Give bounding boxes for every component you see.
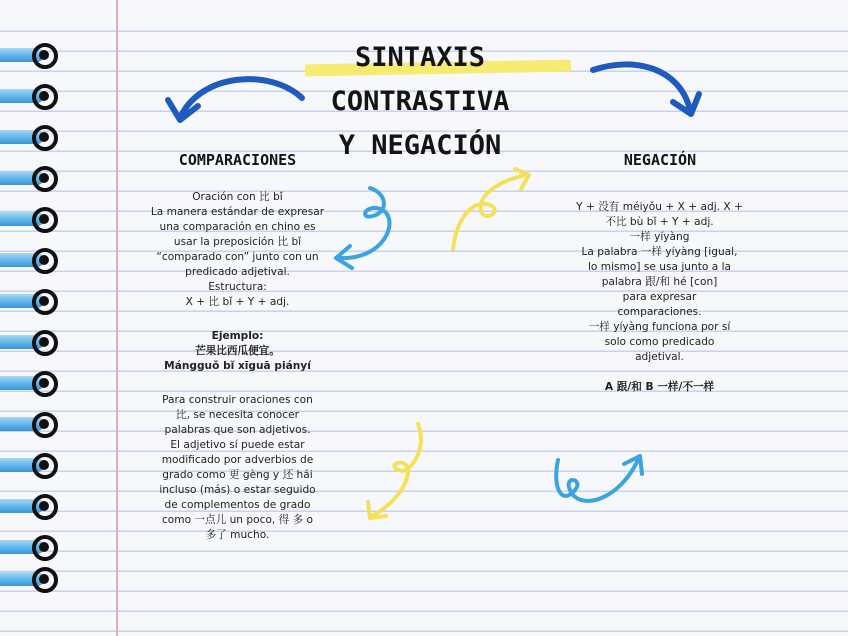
text-line: 多了 mucho. xyxy=(205,529,270,541)
spiral-ring xyxy=(0,371,58,397)
text-line: 一样 yíyàng xyxy=(629,231,690,243)
comparaciones-example xyxy=(140,329,335,374)
negacion-heading: NEGACIÓN xyxy=(623,151,697,169)
negacion-body xyxy=(572,200,747,365)
text-line: X + 比 bǐ + Y + adj. xyxy=(185,296,290,308)
title-line-3: Y NEGACIÓN xyxy=(338,130,502,161)
example-pinyin: Mángguǒ bǐ xīguā piányí xyxy=(164,360,311,372)
text-line: La manera estándar de expresar xyxy=(150,206,325,218)
title-line-1: SINTAXIS xyxy=(354,42,486,73)
spiral-ring xyxy=(0,494,58,520)
text-line: Estructura: xyxy=(208,281,267,293)
title-line-2: CONTRASTIVA xyxy=(330,86,510,117)
text-line: 不比 bù bǐ + Y + adj. xyxy=(605,216,714,228)
spiral-ring xyxy=(0,84,58,110)
spiral-ring xyxy=(0,535,58,561)
text-line: Para construir oraciones con xyxy=(162,394,313,406)
text-line: La palabra 一样 yíyàng [igual, xyxy=(581,246,738,258)
text-line: como 一点儿 un poco, 得 多 o xyxy=(161,514,314,526)
spiral-ring xyxy=(0,248,58,274)
text-line: Y + 没有 méiyǒu + X + adj. X + xyxy=(576,201,743,213)
text-line: una comparación en chino es xyxy=(159,221,316,233)
text-line: palabra 跟/和 hé [con] xyxy=(601,276,718,288)
text-line: palabras que son adjetivos. xyxy=(164,424,311,436)
text-line: “comparado con” junto con un xyxy=(156,251,319,263)
text-line: incluso (más) o estar seguido xyxy=(159,484,316,496)
text-line: El adjetivo sí puede estar xyxy=(170,439,305,451)
page-title xyxy=(300,36,540,168)
text-line: 比, se necesita conocer xyxy=(176,409,299,421)
yellow-curly-arrow-up-icon xyxy=(445,165,540,255)
spiral-ring xyxy=(0,166,58,192)
example-label: Ejemplo: xyxy=(211,330,264,342)
text-line: modificado por adverbios de xyxy=(161,454,314,466)
spiral-ring xyxy=(0,453,58,479)
comparaciones-extra xyxy=(140,393,335,543)
text-line: de complementos de grado xyxy=(164,499,311,511)
spiral-ring xyxy=(0,412,58,438)
yellow-curly-arrow-down-icon xyxy=(360,418,435,523)
text-line: lo mismo] se usa junto a la xyxy=(587,261,732,273)
text-line: predicado adjetival. xyxy=(185,266,290,278)
dark-blue-arrow-right-icon xyxy=(585,58,705,123)
spiral-ring xyxy=(0,289,58,315)
light-blue-curly-arrow-icon xyxy=(328,182,408,277)
text-line: para expresar xyxy=(622,291,697,303)
spiral-ring xyxy=(0,43,58,69)
light-blue-curly-arrow-icon xyxy=(550,448,650,513)
spiral-ring xyxy=(0,567,58,593)
spiral-ring xyxy=(0,330,58,356)
spiral-ring xyxy=(0,207,58,233)
text-line: 一样 yíyàng funciona por sí xyxy=(588,321,731,333)
comparaciones-heading: COMPARACIONES xyxy=(178,151,297,169)
notebook-margin-line xyxy=(116,0,118,636)
text-line: comparaciones. xyxy=(617,306,702,318)
text-line: adjetival. xyxy=(635,351,684,363)
comparaciones-intro xyxy=(140,190,335,310)
text-line: Oración con 比 bǐ xyxy=(192,191,283,203)
text-line: usar la preposición 比 bǐ xyxy=(173,236,302,248)
text-line: solo como predicado xyxy=(604,336,715,348)
dark-blue-arrow-left-icon xyxy=(160,68,310,138)
example-chinese: 芒果比西瓜便宜。 xyxy=(195,345,280,357)
negacion-formula: A 跟/和 B 一样/不一样 xyxy=(604,381,715,393)
spiral-ring xyxy=(0,125,58,151)
text-line: grado como 更 gèng y 还 hái xyxy=(162,469,313,481)
